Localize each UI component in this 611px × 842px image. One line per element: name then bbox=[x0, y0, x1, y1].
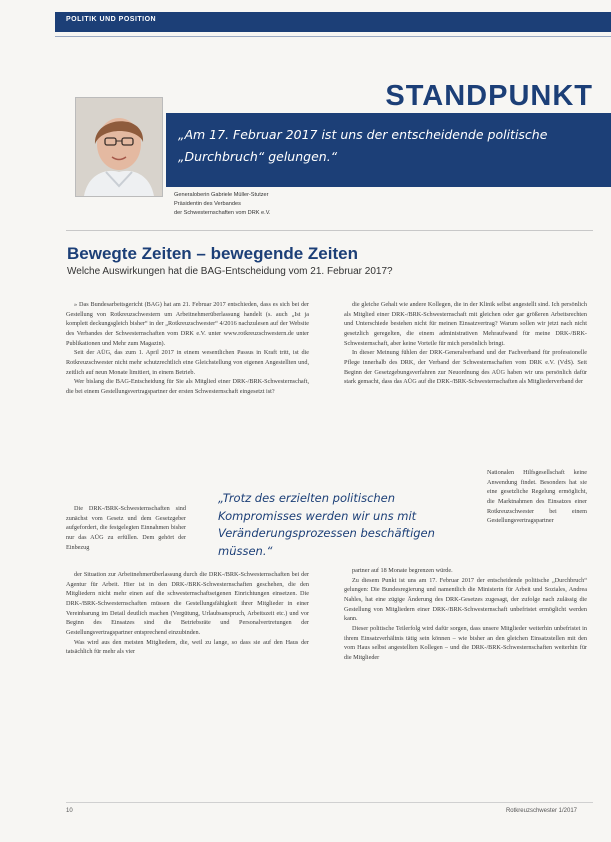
paragraph: Seit der AÜG, das zum 1. April 2017 in einem wesentlichen Passus in Kraft tritt, ist die Rotkreuzschwester nicht mehr schutzrechtlich eine Gleichstellung von eigenen Angestellten und, zeitlich auf neun Monate limitiert, in einem Betrieb. bbox=[66, 349, 309, 376]
paragraph: Wer bislang die BAG-Entscheidung für Sie als Mitglied einer DRK-/BRK-Schwesternschaft, die bei einem Gestellungsvertragspartner der ersten Schwesternschaft eingesetzt ist? bbox=[66, 378, 309, 395]
portrait-photo bbox=[75, 97, 163, 197]
article-headline: Bewegte Zeiten – bewegende Zeiten bbox=[67, 244, 358, 263]
body-column-left-top bbox=[66, 300, 309, 397]
body-column-right-middle bbox=[487, 468, 587, 526]
caption-name: Generaloberin Gabriele Müller-Stutzer bbox=[174, 192, 269, 198]
paragraph: In dieser Meinung fühlen der DRK-Generalverband und der Fachverband für professionelle Pflege innerhalb des DRK, der Verband der Schwesternschaften vom DRK e.V. (VdS). Seit Beginn der Gesetzgebungsverfahren zur Neuordnung des AÜG haben wir uns persönlich dafür stark gemacht, dass das AÜG auf die DRK-/BRK-Schwesternschaften als Mitgliederverband der bbox=[344, 349, 587, 386]
paragraph: Zu diesem Punkt ist uns am 17. Februar 2017 der entscheidende politische „Durchbruch“ gelungen: Die Bundesregierung und namentlich die Ministerin für Arbeit und Soziales, Andrea Nahles, hat eine zügige Änderung des DRK-Gesetzes zugesagt, der zufolge nach zulässig die Gestellung von Mitgliedern einer DRK-/BRK-Schwesternschaft unbefristet ermöglicht werden kann. bbox=[344, 576, 587, 623]
caption-title: Präsidentin des Verbandes bbox=[174, 201, 241, 207]
feature-quote: „Am 17. Februar 2017 ist uns der entscheidende politische „Durchbruch“ gelungen.“ bbox=[178, 127, 548, 164]
pull-quote: „Trotz des erzielten politischen Kompromisses werden wir uns mit Veränderungsprozessen beschäftigen müssen.“ bbox=[218, 490, 480, 560]
paragraph: Was wird aus den meisten Mitgliedern, die, weil zu lange, so dass sie auf den Haus der tatsächlich für mehr als vier bbox=[66, 638, 309, 656]
standpunkt-title: STANDPUNKT bbox=[385, 80, 593, 112]
body-column-left-middle bbox=[66, 504, 186, 552]
footer-rule bbox=[66, 802, 593, 803]
paragraph: Die DRK-/BRK-Schwesternschaften sind zunächst vom Gesetz und dem Gesetzgeber aufgefordert, die festgelegten Einnahmen bisher nur das AÜG zu erfüllen. Dem gehört der Einbezug bbox=[66, 505, 186, 551]
paragraph: partner auf 18 Monate begrenzen würde. bbox=[352, 567, 453, 574]
section-label: POLITIK UND POSITION bbox=[66, 16, 157, 23]
caption-organization: der Schwesternschaften vom DRK e.V. bbox=[174, 210, 271, 216]
paragraph: Dieser politische Teilerfolg wird dafür sorgen, dass unsere Mitglieder weiterhin unbefristet in ihrem Einsatzverhältnis tätig sein können – wie bisher an den gleichen Einsatzstellen mit den vom Haus selbst angestellten Kollegen – und die DRK-/BRK-Schwesternschaften weiterhin für die Mitglieder bbox=[344, 624, 587, 661]
magazine-issue: Rotkreuzschwester 1/2017 bbox=[505, 808, 577, 814]
body-column-right-bottom bbox=[344, 566, 587, 663]
paragraph: » Das Bundesarbeitsgericht (BAG) hat am 21. Februar 2017 entschieden, dass es sich bei der Gestellung von Rotkreuzschwestern um Arbeitnehmerüberlassung handelt (s. auch „Ist ja komplett deckungsgleich bisher“ in der „Rotkreuzschwester“ 4/2016 nachzulesen auf der Website des Verbandes der Schwesternschaften vom DRK e.V. unter www.rotkreuzschwestern.de unter Publikationen und Mehr zum Magazin). bbox=[66, 301, 309, 347]
paragraph: Nationalen Hilfsgesellschaft keine Anwendung findet. Besonders hat sie eine gesetzliche Regelung ermöglicht, die Marktnahmen des Einsatzes einer Rotkreuzschwester bei einem Gestellungsvertragspartner bbox=[487, 469, 587, 525]
headline-divider bbox=[66, 230, 593, 231]
paragraph: der Situation zur Arbeitnehmerüberlassung durch die DRK-/BRK-Schwesternschaften bei der Agentur für Arbeit. Hier ist in den DRK-/BRK-Schwesternschaften geschehen, die den Mitgliedern nicht mehr einen auf die schwesternschaftseigenen Einrichtungen einsetzen. Die DRK-/BRK-Schwesternschaften müssen die Gestellungsfähigkeit ihrer Mitglieder in einer Vereinbarung im Detail deutlich machen (Vergütung, Urlaubsanspruch, Arbeitszeit etc.) und vor Beginn des Einsatzes sind die Betriebsräte und Personalvertretungen der Gestellungsvertragspartner entsprechend einzubinden. bbox=[66, 571, 309, 636]
page-number: 10 bbox=[66, 808, 73, 814]
paragraph: die gleiche Gehalt wie andere Kollegen, die in der Klinik selbst angestellt sind. Ich persönlich als Mitglied einer DRK-/BRK-Schwesternschaft mit gleichen oder gar größeren Arbeitsrechten und Unterschiede bestehen nicht für meinen Einsatzvertrag? Warum sollen wir jetzt nach nicht gesetzlich geregelten, die einem administrativen Mehraufwand für meine DRK-/BRK-Schwesternschaft, aber keine Vorteile für mich persönlich bringt. bbox=[344, 301, 587, 347]
section-underline bbox=[55, 36, 611, 37]
body-column-left-bottom bbox=[66, 570, 309, 657]
body-column-right-top bbox=[344, 300, 587, 387]
portrait-illustration bbox=[76, 98, 162, 196]
portrait-caption bbox=[174, 191, 344, 218]
article-subhead: Welche Auswirkungen hat die BAG-Entscheidung vom 21. Februar 2017? bbox=[67, 266, 393, 277]
